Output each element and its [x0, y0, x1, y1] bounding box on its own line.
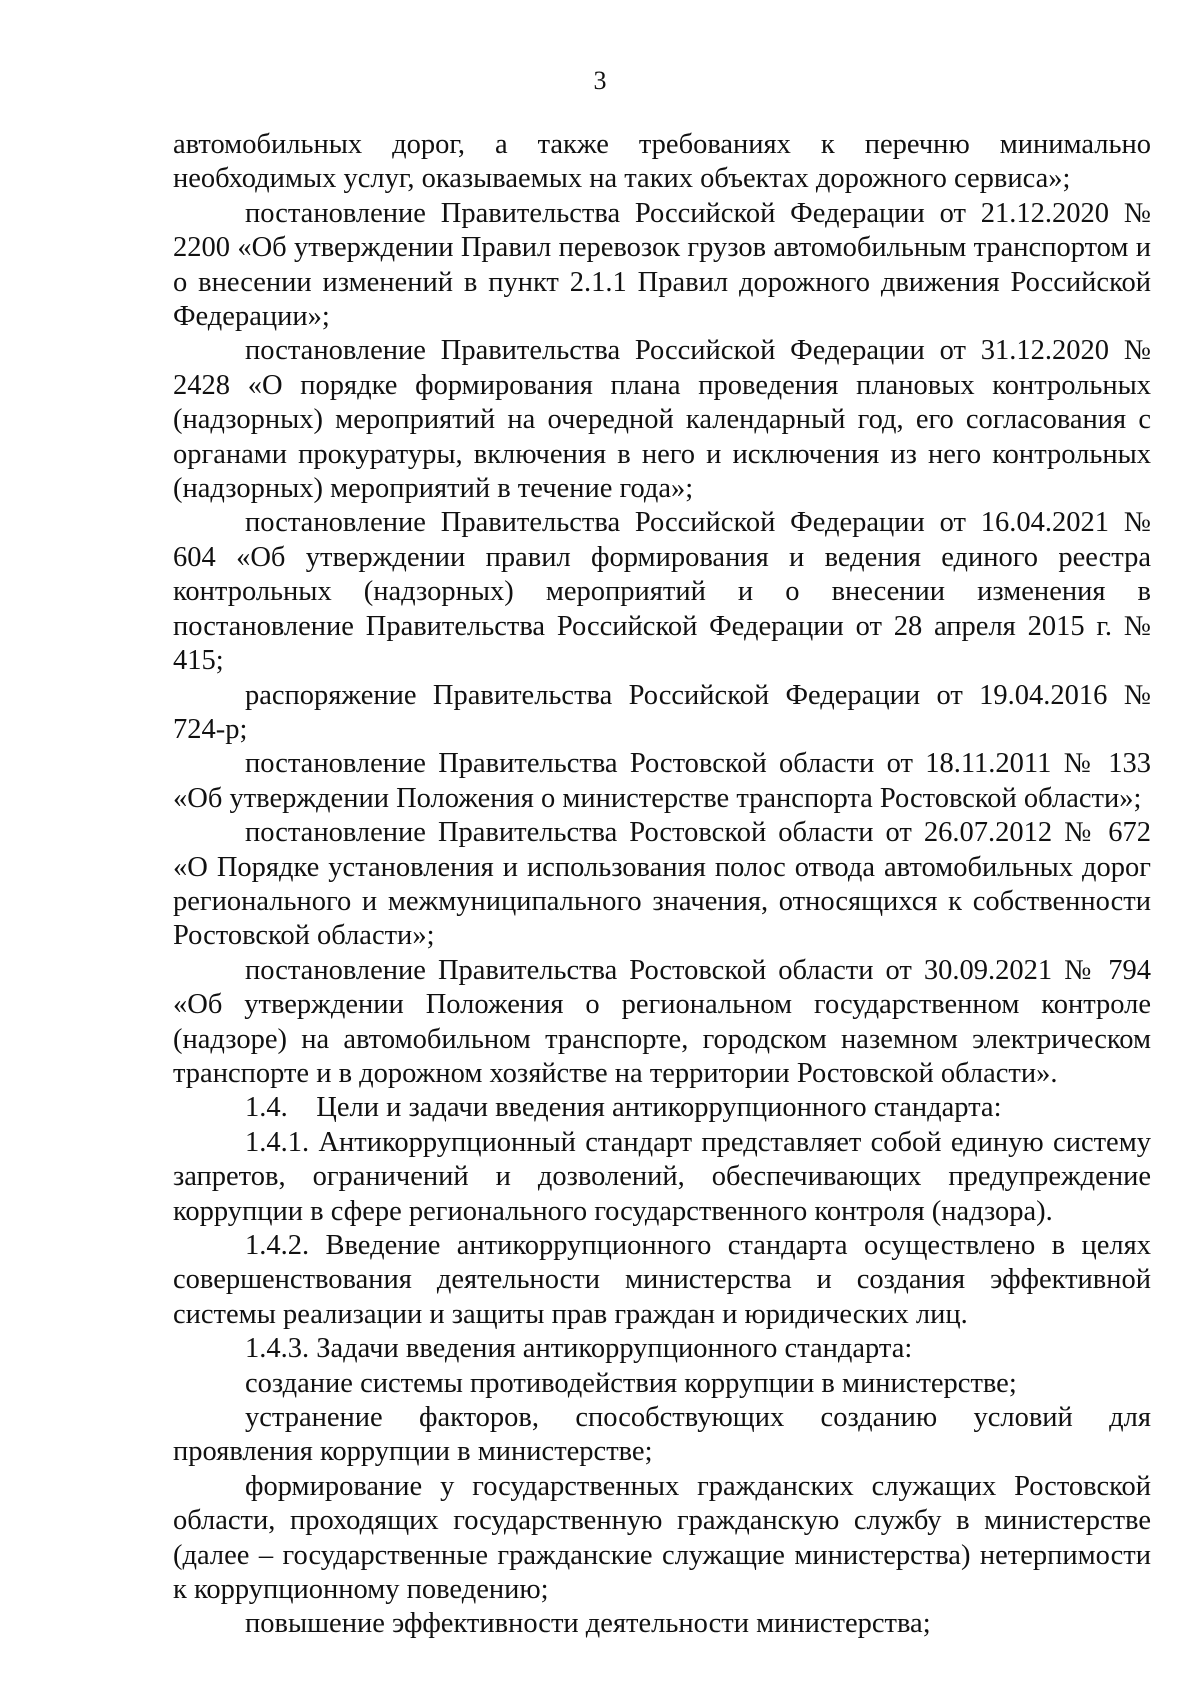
paragraph: постановление Правительства Российской Федерации от 31.12.2020 № 2428 «О порядке формирования плана проведения плановых контрольных (надзорных) мероприятий на очередной календарный год, его согласования с органами прокуратуры, включения в него и исключения из него контрольных (надзорных) мероприятий в течение года»; [173, 335, 1151, 505]
section-heading: 1.4. Цели и задачи введения антикоррупционного стандарта: [245, 1092, 1002, 1124]
paragraph: создание системы противодействия коррупции в министерстве; [245, 1367, 1017, 1399]
paragraph: формирование у государственных гражданских служащих Ростовской области, проходящих государственную гражданскую службу в министерстве (далее – государственные гражданские служащие министерства) нетерпимости к коррупционному поведению; [173, 1470, 1151, 1606]
paragraph: 1.4.3. Задачи введения антикоррупционного стандарта: [245, 1333, 913, 1365]
paragraph: постановление Правительства Российской Федерации от 16.04.2021 № 604 «Об утверждении правил формирования и ведения единого реестра контрольных (надзорных) мероприятий и о внесении изменения в постановление Правительства Российской Федерации от 28 апреля 2015 г. № 415; [173, 507, 1151, 677]
paragraph: повышение эффективности деятельности министерства; [245, 1608, 931, 1640]
paragraph: автомобильных дорог, а также требованиях к перечню минимально необходимых услуг, оказываемых на таких объектах дорожного сервиса»; [173, 129, 1151, 195]
paragraph: постановление Правительства Ростовской области от 18.11.2011 № 133 «Об утверждении Положения о министерстве транспорта Ростовской области»; [173, 748, 1151, 814]
paragraph: постановление Правительства Российской Федерации от 21.12.2020 № 2200 «Об утверждении Правил перевозок грузов автомобильным транспортом и о внесении изменений в пункт 2.1.1 Правил дорожного движения Российской Федерации»; [173, 197, 1151, 333]
paragraph: 1.4.1. Антикоррупционный стандарт представляет собой единую систему запретов, ограничений и дозволений, обеспечивающих предупреждение коррупции в сфере регионального государственного контроля (надзора). [173, 1126, 1151, 1227]
paragraph: 1.4.2. Введение антикоррупционного стандарта осуществлено в целях совершенствования деятельности министерства и создания эффективной системы реализации и защиты прав граждан и юридических лиц. [173, 1230, 1151, 1330]
paragraph: устранение факторов, способствующих созданию условий для проявления коррупции в министерстве; [173, 1402, 1151, 1468]
page-number: 3 [593, 66, 607, 95]
paragraph: постановление Правительства Ростовской области от 26.07.2012 № 672 «О Порядке установления и использования полос отвода автомобильных дорог регионального и межмуниципального значения, относящихся к собственности Ростовской области»; [173, 817, 1151, 952]
document-body [173, 128, 1151, 1642]
paragraph: постановление Правительства Ростовской области от 30.09.2021 № 794 «Об утверждении Положения о региональном государственном контроле (надзоре) на автомобильном транспорте, городском наземном электрическом транспорте и в дорожном хозяйстве на территории Ростовской области». [173, 954, 1151, 1089]
paragraph: распоряжение Правительства Российской Федерации от 19.04.2016 № 724-р; [173, 679, 1151, 745]
